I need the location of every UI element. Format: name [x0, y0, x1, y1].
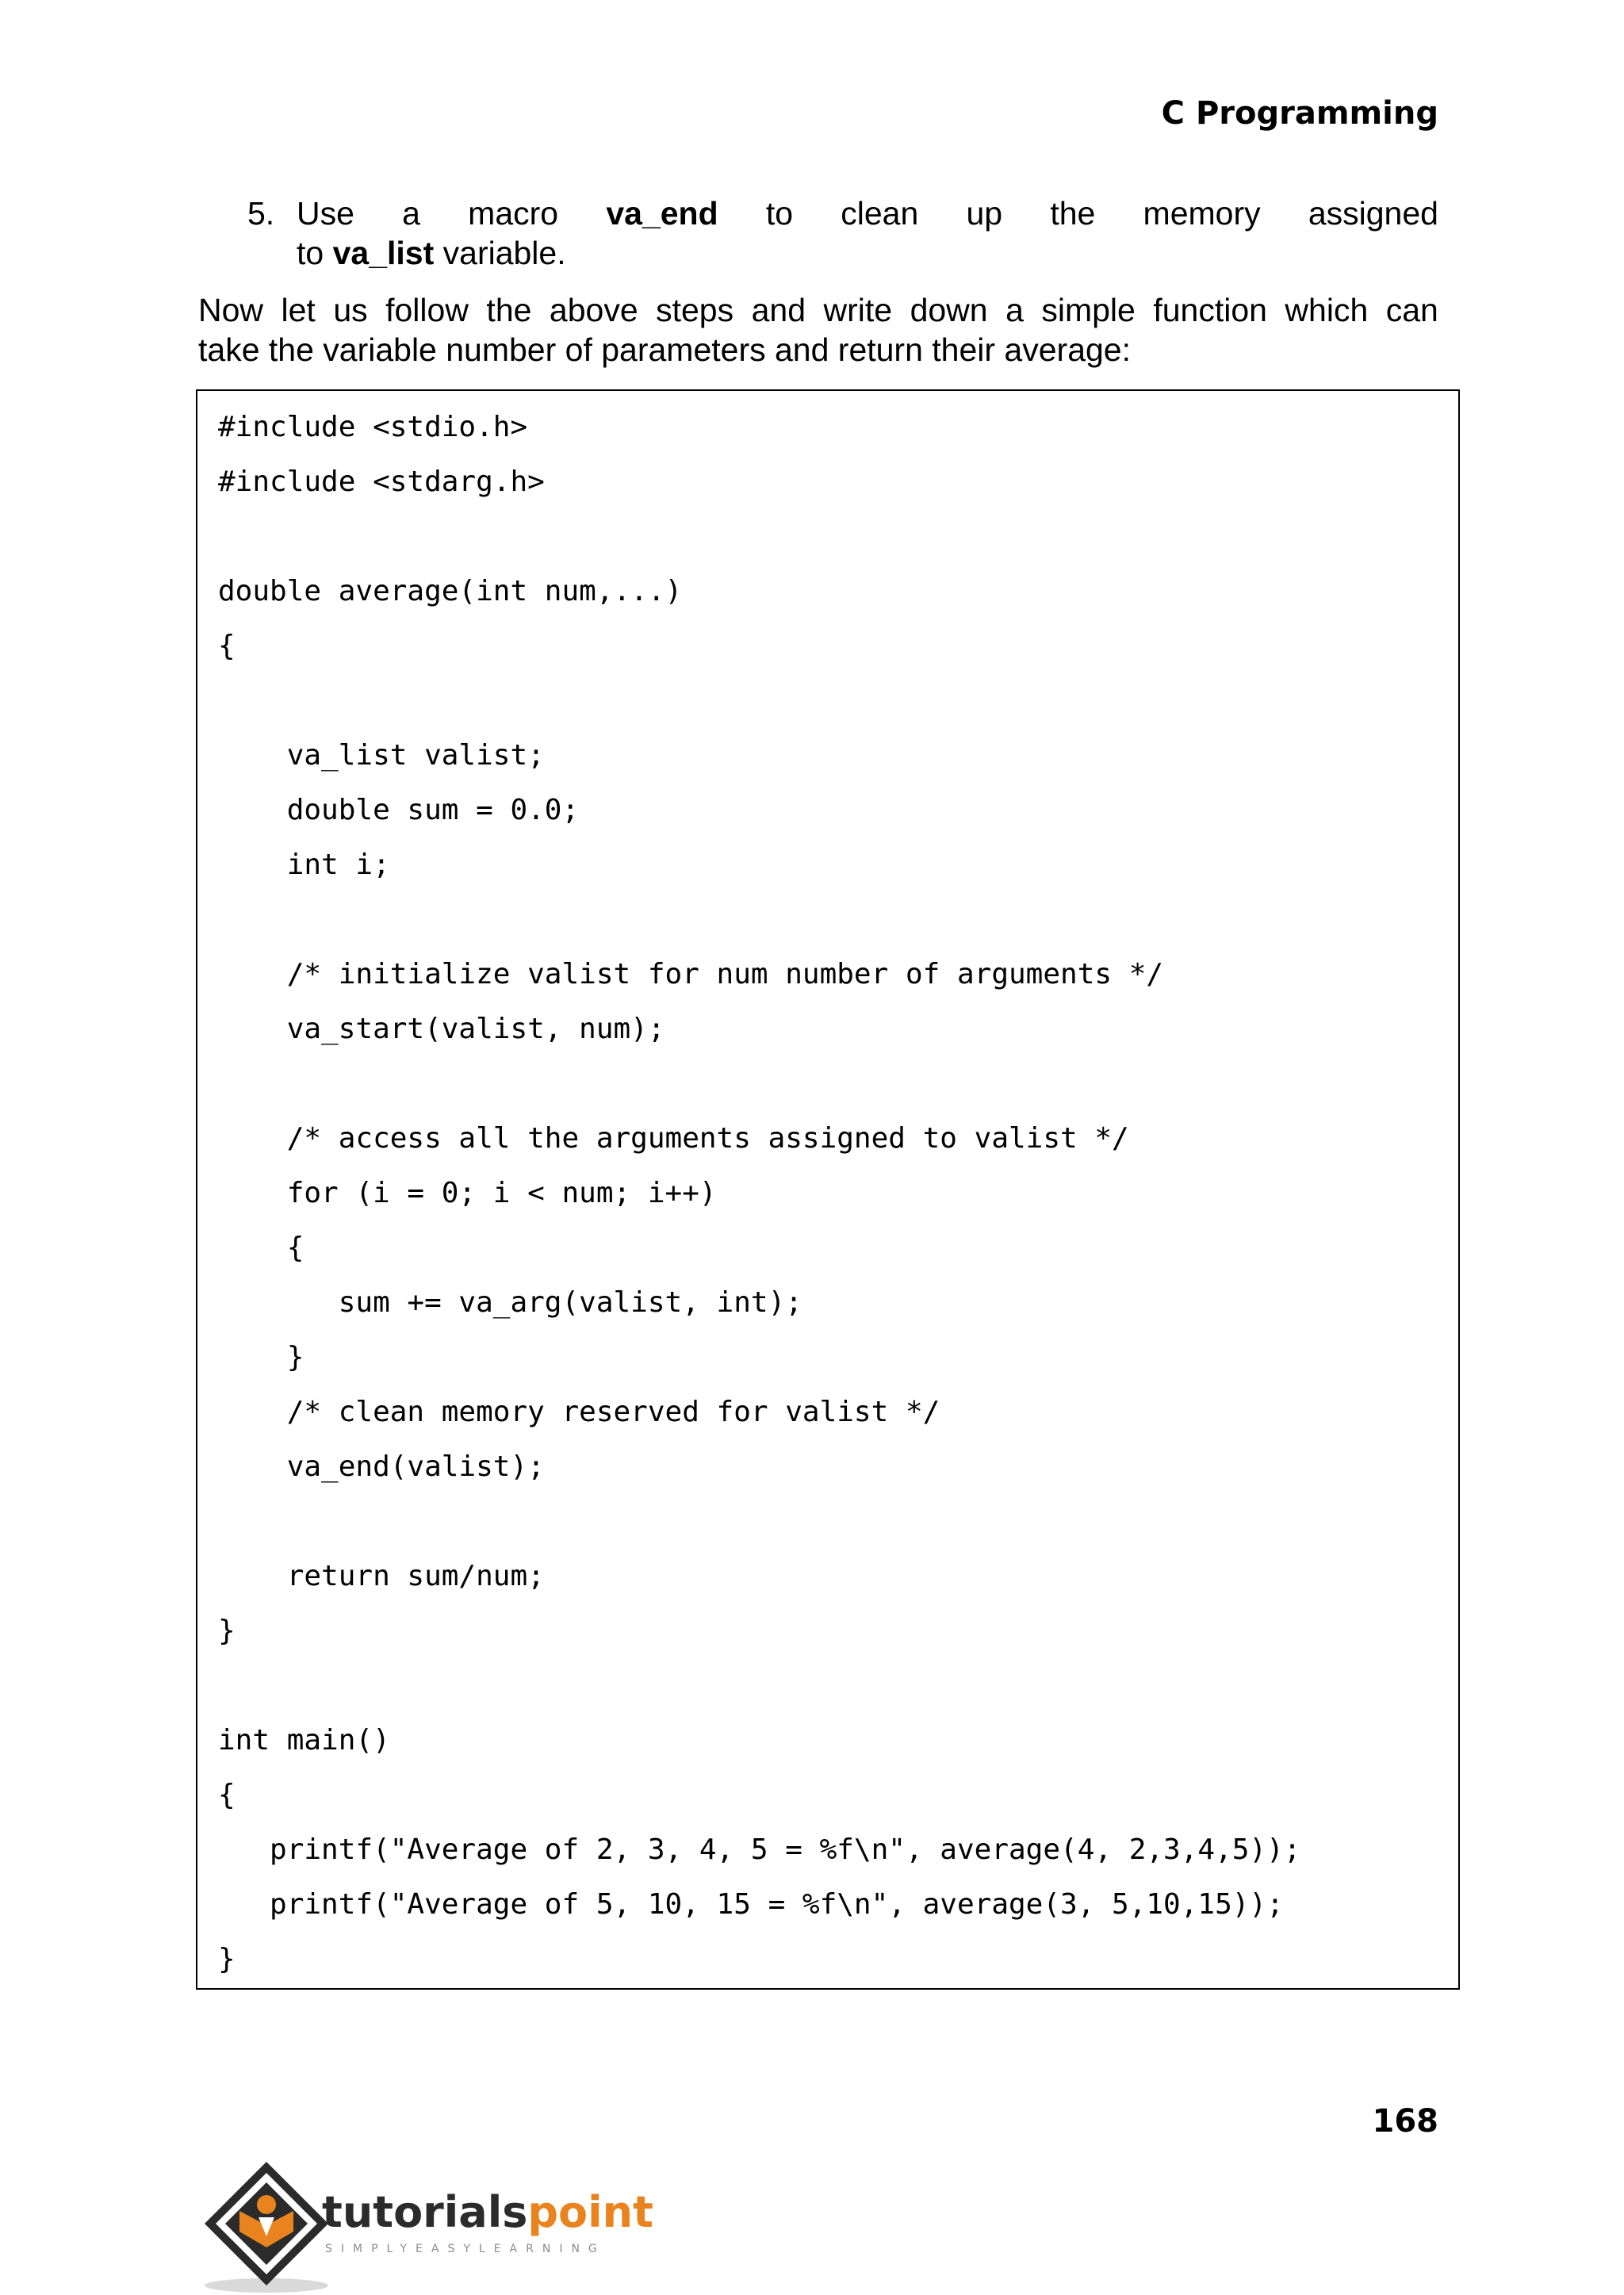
code-line: {	[218, 1232, 304, 1264]
code-line: va_end(valist);	[218, 1450, 545, 1483]
intro-word: the	[486, 292, 532, 328]
intro-paragraph	[198, 290, 1438, 370]
intro-word: function	[1153, 292, 1267, 328]
intro-line-2: take the variable number of parameters and return their average:	[198, 331, 1131, 368]
list-item-word: to	[765, 195, 794, 232]
list-item-word: memory	[1143, 195, 1261, 232]
intro-word: simple	[1041, 292, 1136, 328]
code-line: }	[218, 1615, 236, 1647]
list-item-line-2-suffix: variable.	[434, 235, 566, 271]
list-item-word: up	[966, 195, 1003, 232]
list-item-line-2-prefix: to	[297, 235, 333, 271]
list-item-line-2-bold: va_list	[332, 235, 435, 271]
code-line: {	[218, 1779, 236, 1811]
page-number: 168	[1372, 2103, 1438, 2140]
logo-tagline: SIMPLYEASYLEARNING	[325, 2243, 606, 2255]
code-line: double average(int num,...)	[218, 575, 683, 607]
logo-person-head-icon	[257, 2195, 276, 2214]
code-line: int i;	[218, 849, 390, 881]
intro-word: Now	[198, 292, 264, 328]
tutorialspoint-logo	[193, 2155, 653, 2295]
intro-word: write	[823, 292, 893, 328]
logo-wordmark: tutorialspoint	[322, 2187, 653, 2237]
code-line: return sum/num;	[218, 1560, 545, 1592]
code-block	[196, 389, 1460, 1990]
intro-word: steps	[656, 292, 734, 328]
intro-word: which	[1285, 292, 1369, 328]
list-item-word: Use	[297, 195, 354, 232]
code-line: #include <stdarg.h>	[218, 466, 545, 498]
intro-word: can	[1385, 292, 1438, 328]
code-line: va_start(valist, num);	[218, 1013, 665, 1045]
code-line: /* initialize valist for num number of arguments */	[218, 958, 1164, 990]
list-item-word: macro	[468, 195, 559, 232]
code-line: printf("Average of 5, 10, 15 = %f\n", average(3, 5,10,15));	[218, 1888, 1284, 1921]
list-item-word: the	[1050, 195, 1096, 232]
code-line: /* access all the arguments assigned to valist */	[218, 1122, 1129, 1155]
code-line: double sum = 0.0;	[218, 794, 580, 826]
list-item-line-1	[297, 193, 1438, 233]
list-item-word: clean	[841, 195, 919, 232]
code-line: /* clean memory reserved for valist */	[218, 1396, 940, 1428]
list-item-number: 5.	[247, 195, 275, 232]
list-item-word: va_end	[606, 195, 718, 232]
code-line: #include <stdio.h>	[218, 411, 528, 443]
intro-word: a	[1005, 292, 1024, 328]
code-line: printf("Average of 2, 3, 4, 5 = %f\n", average(4, 2,3,4,5));	[218, 1833, 1301, 1866]
code-line: va_list valist;	[218, 739, 545, 772]
intro-word: us	[333, 292, 368, 328]
code-line: {	[218, 630, 236, 662]
intro-word: above	[549, 292, 638, 328]
list-item-word: assigned	[1308, 195, 1438, 232]
page-header-title: C Programming	[1161, 95, 1438, 132]
intro-word: follow	[385, 292, 469, 328]
intro-word: down	[910, 292, 988, 328]
intro-word: let	[281, 292, 316, 328]
code-line: }	[218, 1341, 304, 1374]
code-line: int main()	[218, 1724, 390, 1757]
list-item-word: a	[402, 195, 420, 232]
code-line: }	[218, 1943, 236, 1975]
intro-word: and	[751, 292, 806, 328]
code-line: for (i = 0; i < num; i++)	[218, 1177, 717, 1209]
list-item-line-2	[297, 233, 566, 273]
code-line: sum += va_arg(valist, int);	[218, 1286, 802, 1319]
intro-line-1	[198, 290, 1438, 330]
